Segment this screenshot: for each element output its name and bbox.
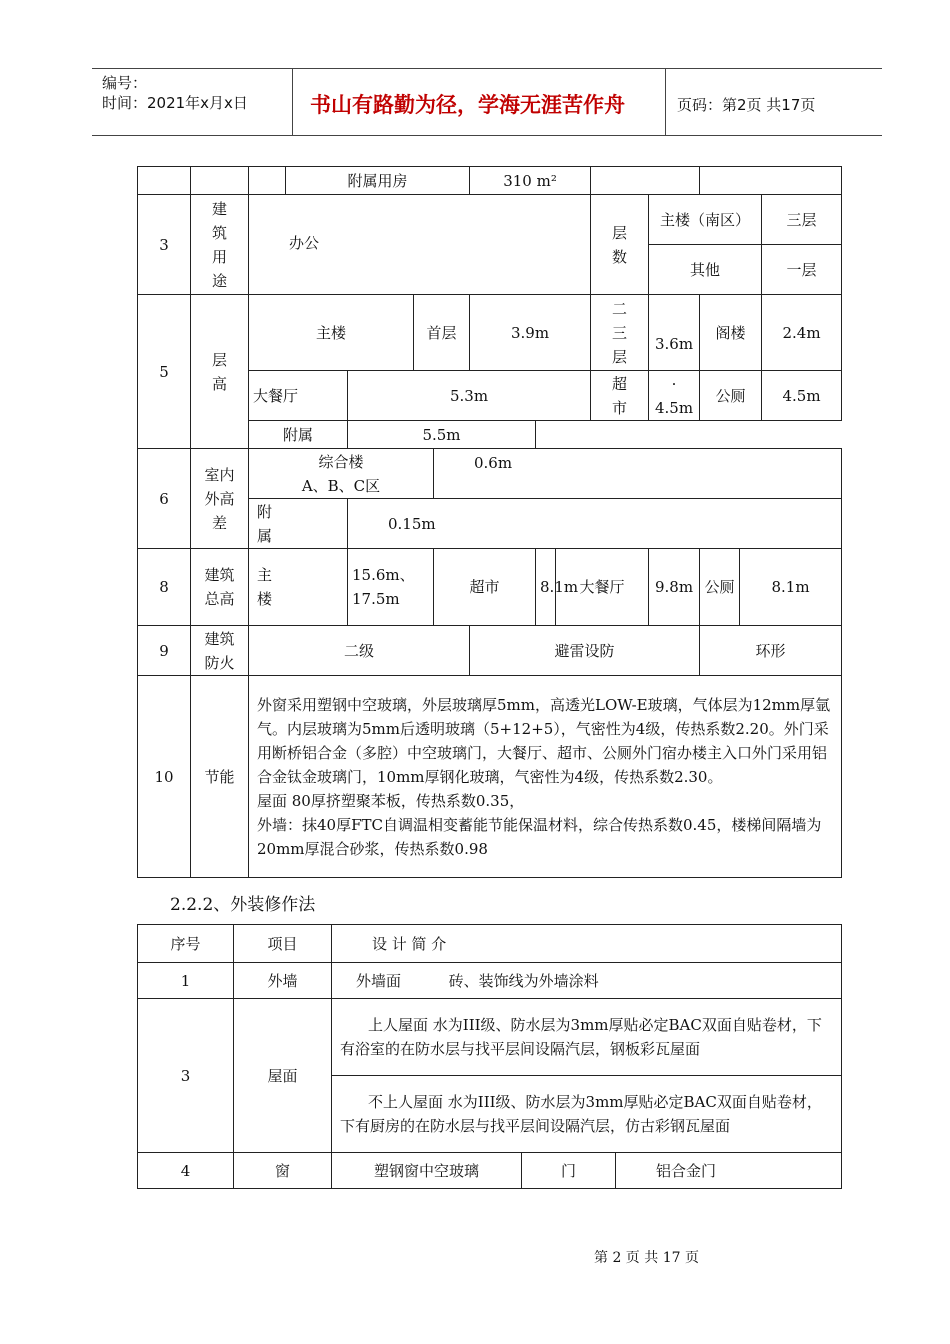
item-label: 层 高 [191,295,249,449]
annex-label: 附属用房 [286,167,470,195]
row-number: 4 [138,1153,234,1189]
wc-total-label: 公厕 [700,549,740,626]
floors-23-label: 二 三 层 [591,295,649,371]
fire-grade: 二级 [249,626,470,676]
other-label: 其他 [649,245,762,295]
main-building: 主楼 [249,295,414,371]
row-number: 1 [138,963,234,999]
section-title: 2.2.2、外装修作法 [170,895,316,915]
main-building-label: 主楼（南区） [649,195,762,245]
floors-label: 层 数 [591,195,649,295]
hall-height: 5.3m [348,371,591,421]
first-floor-height: 3.9m [470,295,591,371]
roof-walkable-desc: 上人屋面 水为III级、防水层为3mm厚贴必定BAC双面自贴卷材，下有浴室的在防水层与找平层间设隔汽层，钢板彩瓦屋面 [332,999,842,1076]
complex-label: 综合楼 A、B、C区 [249,449,434,499]
item-label: 室内 外高 差 [191,449,249,549]
market-total-height: 8.1m [536,549,556,626]
table-row [138,549,842,626]
attic-label: 阁楼 [700,295,762,371]
table-row [138,963,842,999]
building-info-table [137,166,842,878]
hall-total-label: 大餐厅 [556,549,649,626]
market-height: · 4.5m [649,371,700,421]
header-divider-right [665,68,666,136]
other-floors: 一层 [762,245,842,295]
first-floor-label: 首层 [414,295,470,371]
annex-height: 5.5m [348,421,536,449]
annex-area: 310 m² [470,167,591,195]
door-desc: 铝合金门 [616,1153,842,1189]
header-motto: 书山有路勤为径，学海无涯苦作舟 [310,93,625,117]
item-label: 节能 [191,676,249,878]
header-bottom-rule [92,135,882,136]
main-total-label: 主 楼 [249,549,348,626]
hall-label: 大餐厅 [249,371,348,421]
row-number: 6 [138,449,191,549]
table-row [138,676,842,878]
header-no: 序号 [138,925,234,963]
item-label: 建筑 防火 [191,626,249,676]
row-number: 9 [138,626,191,676]
table-row [138,295,842,371]
header-time: 时间：2021年x月x日 [102,94,248,112]
annex-diff-value: 0.15m [348,499,842,549]
market-total-label: 超市 [434,549,536,626]
table-row [138,195,842,245]
row-number: 3 [138,195,191,295]
header-item: 项目 [234,925,332,963]
window-desc: 塑钢窗中空玻璃 [332,1153,522,1189]
main-building-floors: 三层 [762,195,842,245]
table-header-row [138,925,842,963]
header-number: 编号： [102,74,148,92]
table-row [138,167,842,195]
lightning-label: 避雷设防 [470,626,700,676]
wall-desc: 外墙面 砖、装饰线为外墙涂料 [332,963,842,999]
item-label: 屋面 [234,999,332,1153]
table-row [138,449,842,499]
door-label: 门 [522,1153,616,1189]
item-label: 建筑 总高 [191,549,249,626]
item-label: 外墙 [234,963,332,999]
row-number: 8 [138,549,191,626]
complex-value: 0.6m [434,449,842,499]
item-label: 窗 [234,1153,332,1189]
page-footer: 第 2 页 共 17 页 [594,1250,699,1266]
lightning-value: 环形 [700,626,842,676]
header-page: 页码：第2页 共17页 [677,96,816,114]
attic-height: 2.4m [762,295,842,371]
hall-total-height: 9.8m [649,549,700,626]
market-label: 超 市 [591,371,649,421]
item-label: 建 筑 用 途 [191,195,249,295]
header-divider-left [292,68,293,136]
wc-height: 4.5m [762,371,842,421]
wc-label: 公厕 [700,371,762,421]
table-row [138,1153,842,1189]
annex-label: 附属 [249,421,348,449]
energy-description: 外窗采用塑钢中空玻璃，外层玻璃厚5mm，高透光LOW-E玻璃，气体层为12mm厚氩气。内层玻璃为5mm后透明玻璃（5+12+5），气密性为4级，传热系数2.20。外门采用断桥铝合金（多腔）中空玻璃门，大餐厅、超市、公厕外门宿办楼主入口外门采用铝合金钛金玻璃门，10mm厚钢化玻璃，气密性为4级，传热系数2.30。 屋面 80厚挤塑聚苯板，传热系数0.35， 外墙：抹40厚FTC自调温相变蓄能节能保温材料，综合传热系数0.45，楼梯间隔墙为20mm厚混合砂浆，传热系数0.98 [249,676,842,878]
header-desc: 设 计 简 介 [332,925,842,963]
wc-total-height: 8.1m [740,549,842,626]
row-number: 10 [138,676,191,878]
row-number: 5 [138,295,191,449]
row-number: 3 [138,999,234,1153]
annex-diff-label: 附 属 [249,499,348,549]
table-row [138,999,842,1076]
building-use: 办公 [249,195,591,295]
floors-23-height: 3.6m [649,295,700,371]
header-top-rule [92,68,882,69]
table-row [138,626,842,676]
main-total-height: 15.6m、 17.5m [348,549,434,626]
roof-nonwalkable-desc: 不上人屋面 水为III级、防水层为3mm厚贴必定BAC双面自贴卷材，下有厨房的在防水层与找平层间设隔汽层，仿古彩钢瓦屋面 [332,1076,842,1153]
exterior-finish-table [137,924,842,1189]
